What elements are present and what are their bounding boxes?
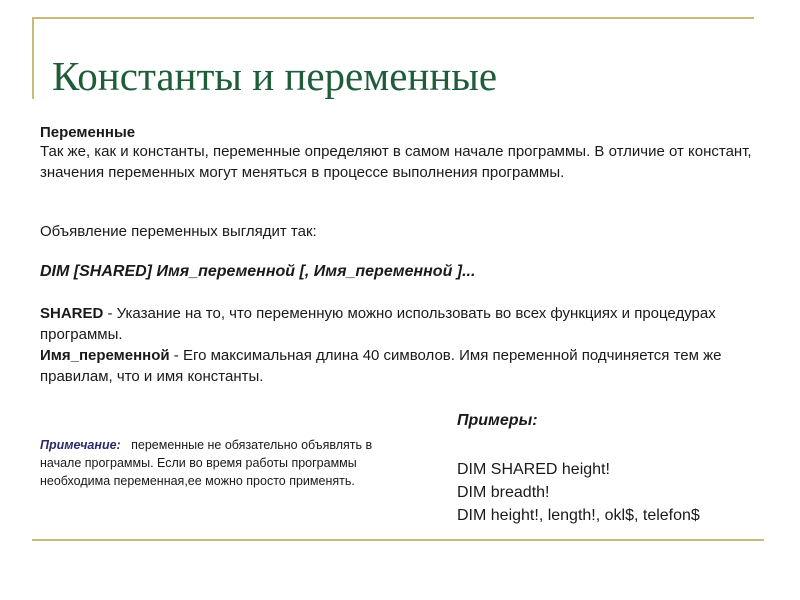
param-description: - Указание на то, что переменную можно использовать во всех функциях и процедурах программы. (40, 305, 716, 343)
frame-bottom-line (32, 539, 764, 541)
page-title: Константы и переменные (52, 53, 498, 99)
declaration-intro: Объявление переменных выглядит так: (40, 223, 317, 240)
examples-heading: Примеры: (457, 412, 538, 429)
intro-paragraph: Так же, как и константы, переменные определяют в самом начале программы. В отличие от констант, значения переменных могут меняться в процессе выполнения программы. (40, 143, 752, 181)
params-block (40, 303, 752, 387)
param-shared (40, 303, 752, 345)
example-item: DIM SHARED height! (457, 461, 610, 478)
examples-list (457, 458, 700, 527)
example-item: DIM breadth! (457, 484, 550, 501)
param-term: SHARED (40, 305, 104, 322)
note-label: Примечание: (40, 438, 121, 452)
section-heading: Переменные (40, 124, 136, 141)
example-item: DIM height!, length!, okl$, telefon$ (457, 507, 700, 524)
frame-left-line (32, 17, 34, 99)
syntax-line: DIM [SHARED] Имя_переменной [, Имя_переменной ]... (40, 263, 476, 280)
param-variable-name (40, 345, 752, 387)
param-description: - Его максимальная длина 40 символов. Имя переменной подчиняется тем же правилам, что и имя константы. (40, 347, 722, 385)
frame-top-line (32, 17, 754, 19)
note-block (40, 436, 392, 490)
note-text: переменные не обязательно объявлять в начале программы. Если во время работы программы необходима переменная,ее можно просто применять. (40, 438, 373, 488)
param-term: Имя_переменной (40, 347, 170, 364)
